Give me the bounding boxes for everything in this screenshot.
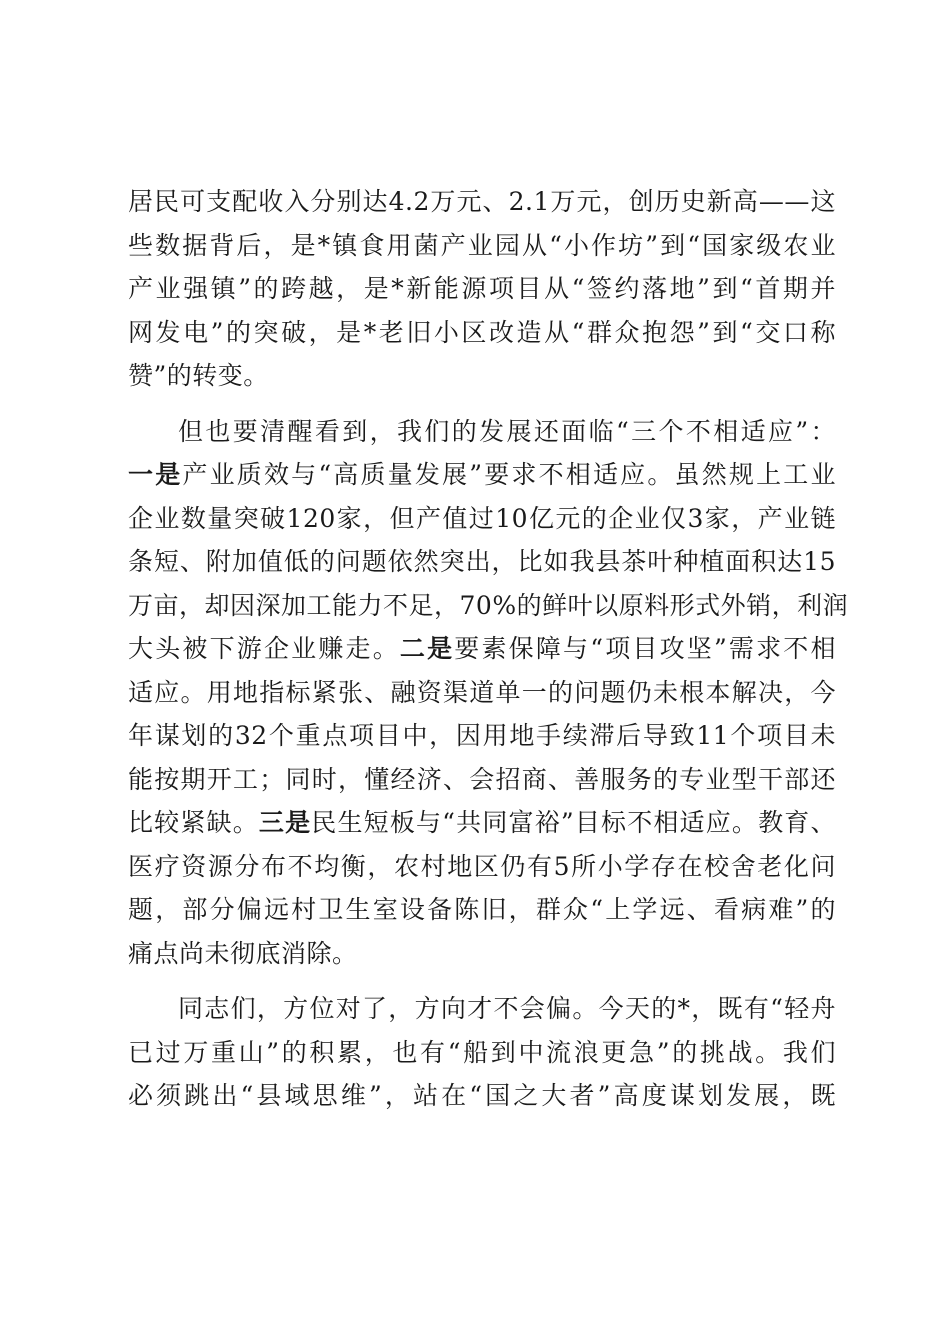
text-segment: 民生短板与“共同富裕”目标不相适应。教育、: [311, 808, 836, 837]
text-segment: 赞”的转变。: [128, 361, 269, 390]
text-segment: 适应。用地指标紧张、融资渠道单一的问题仍未根本解决，今: [128, 677, 836, 707]
text-segment: 产业质效与“高质量发展”要求不相适应。虽然规上工业: [182, 460, 836, 489]
text-line: [128, 540, 836, 584]
text-segment: 同志们，方位对了，方向才不会偏。今天的*，既有“轻舟: [178, 994, 836, 1023]
text-segment: 痛点尚未彻底消除。: [128, 938, 358, 968]
bold-lead-text: 三是: [258, 808, 312, 837]
text-line: [128, 627, 836, 671]
bold-lead-text: 一是: [128, 460, 183, 489]
text-segment: 题，部分偏远村卫生室设备陈旧，群众“上学远、看病难”的: [128, 895, 836, 924]
text-line: [128, 932, 836, 976]
text-line: [128, 180, 836, 224]
text-line: [128, 410, 836, 454]
text-line: [128, 801, 836, 845]
text-line: [128, 224, 836, 268]
text-segment: 已过万重山”的积累，也有“船到中流浪更急”的挑战。我们: [128, 1037, 836, 1067]
text-line: [128, 671, 836, 715]
text-line: [128, 267, 836, 311]
text-segment: 些数据背后，是*镇食用菌产业园从“小作坊”到“国家级农业: [128, 230, 836, 260]
text-segment: 年谋划的32个重点项目中，因用地手续滞后导致11个项目未: [128, 721, 836, 750]
text-segment: 必须跳出“县域思维”，站在“国之大者”高度谋划发展，既: [128, 1081, 836, 1110]
text-line: [128, 497, 836, 541]
text-line: [128, 758, 836, 802]
text-segment: 大头被下游企业赚走。: [128, 634, 400, 663]
paragraph-p3: [128, 987, 836, 1118]
text-segment: 产业强镇”的跨越，是*新能源项目从“签约落地”到“首期并: [128, 274, 836, 303]
document-body: [128, 180, 849, 1118]
paragraph-gap: [128, 398, 836, 410]
text-line: [128, 987, 836, 1031]
text-segment: 比较紧缺。: [128, 808, 259, 837]
paragraph-p1: [128, 180, 836, 398]
text-segment: 要素保障与“项目攻坚”需求不相: [454, 634, 836, 663]
paragraph-gap: [128, 975, 836, 987]
text-line: [128, 714, 836, 758]
text-line: [128, 845, 836, 889]
text-segment: 医疗资源分布不均衡，农村地区仍有5所小学存在校舍老化问: [128, 851, 836, 881]
text-segment: 网发电”的突破，是*老旧小区改造从“群众抱怨”到“交口称: [128, 317, 836, 347]
text-line: [128, 311, 836, 355]
text-line: [128, 354, 836, 398]
text-line: [128, 1074, 836, 1118]
text-segment: 条短、附加值低的问题依然突出，比如我县茶叶种植面积达15: [128, 547, 836, 576]
text-segment: 但也要清醒看到，我们的发展还面临“三个不相适应”：: [178, 416, 836, 446]
text-line: [128, 453, 836, 497]
text-line: [128, 1031, 836, 1075]
text-segment: 居民可支配收入分别达4.2万元、2.1万元，创历史新高——这: [128, 187, 836, 216]
text-segment: 万亩，却因深加工能力不足，70%的鲜叶以原料形式外销，利润: [128, 590, 849, 620]
bold-lead-text: 二是: [399, 634, 455, 663]
text-segment: 企业数量突破120家，但产值过10亿元的企业仅3家，产业链: [128, 503, 836, 533]
text-segment: 能按期开工；同时，懂经济、会招商、善服务的专业型干部还: [128, 764, 836, 794]
text-line: [128, 888, 836, 932]
paragraph-p2: [128, 410, 849, 976]
text-line: [128, 584, 849, 628]
